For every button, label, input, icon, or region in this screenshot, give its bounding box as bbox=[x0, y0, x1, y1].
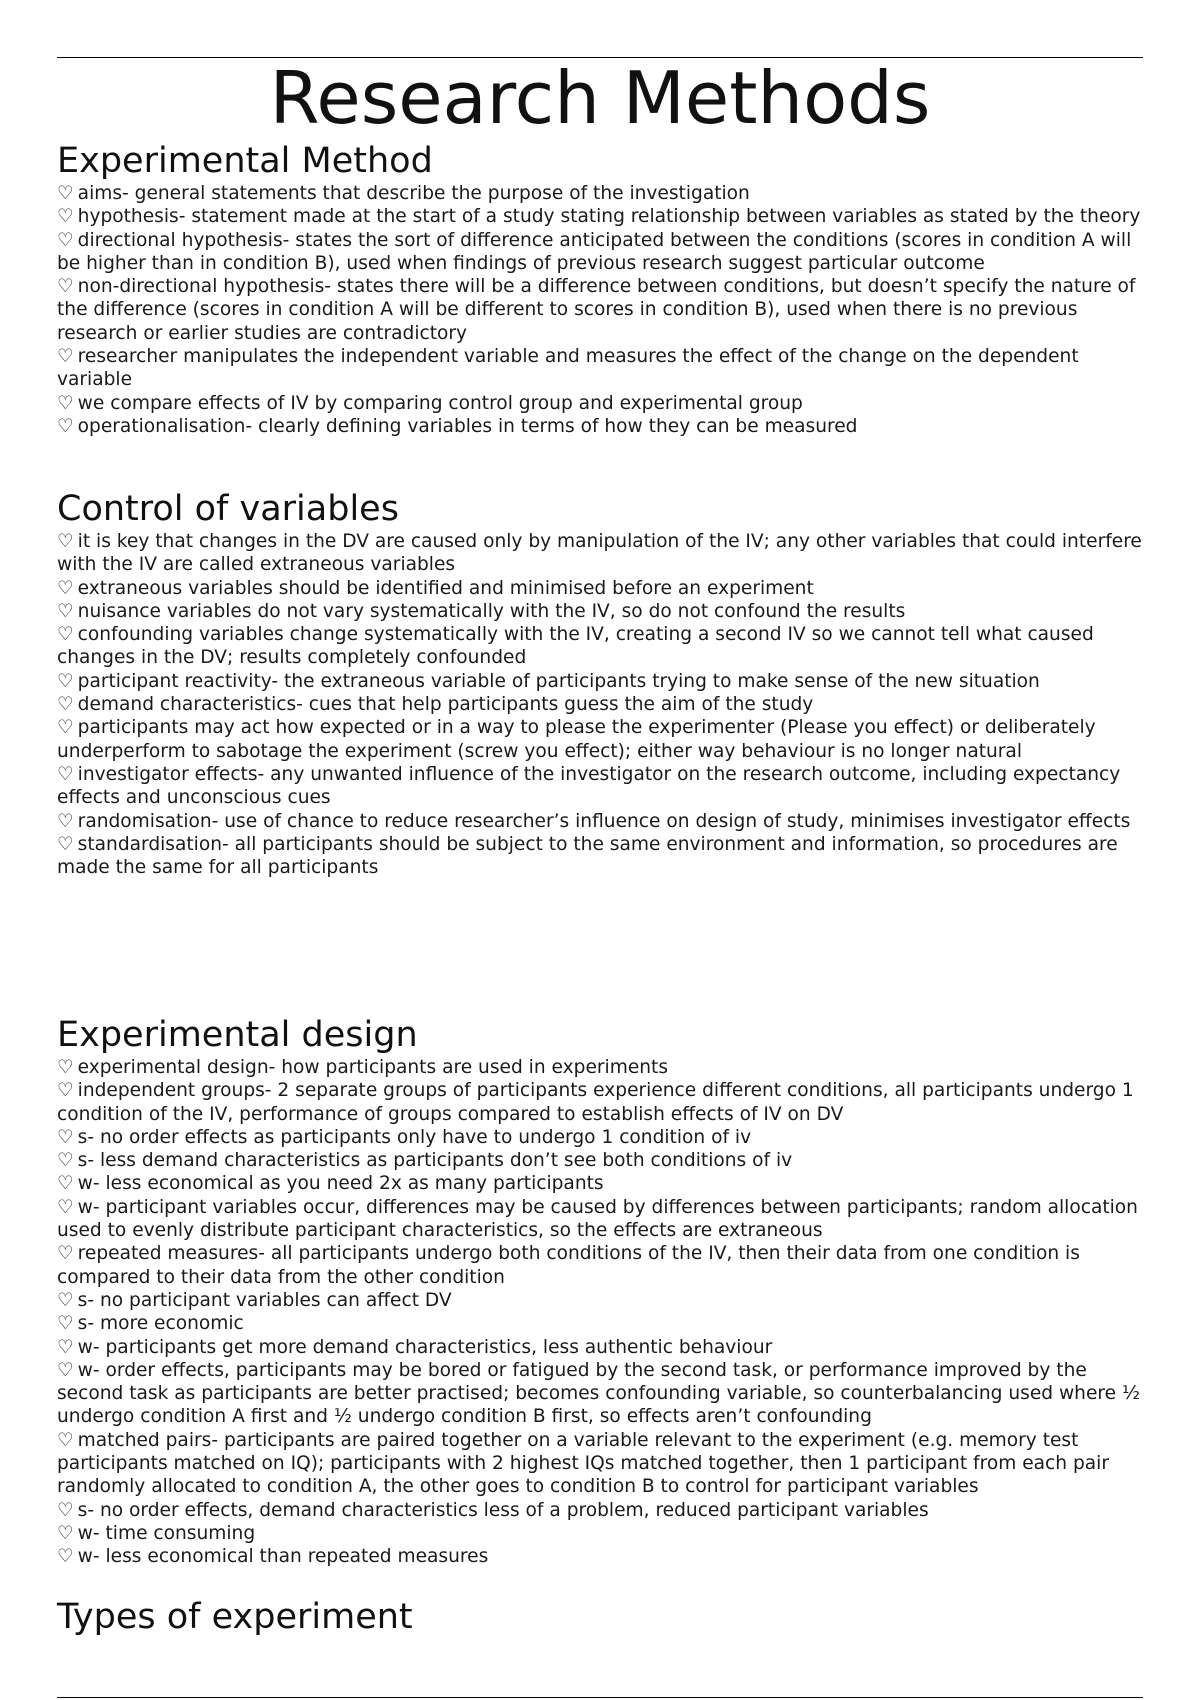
heart-outline-icon: ♡ bbox=[57, 1499, 74, 1521]
list-item bbox=[57, 1429, 1143, 1499]
list-item bbox=[57, 1079, 1143, 1126]
list-item-text: it is key that changes in the DV are caused only by manipulation of the IV; any other variables that could interfere with the IV are called extraneous variables bbox=[57, 531, 1142, 576]
list-item-text: s- no participant variables can affect DV bbox=[77, 1289, 452, 1311]
list-item bbox=[57, 205, 1143, 228]
list-item bbox=[57, 763, 1143, 810]
list-item-text: s- less demand characteristics as participants don’t see both conditions of iv bbox=[77, 1150, 793, 1172]
heart-outline-icon: ♡ bbox=[57, 1243, 74, 1265]
heart-outline-icon: ♡ bbox=[57, 183, 74, 204]
heart-outline-icon: ♡ bbox=[57, 810, 74, 832]
list-item bbox=[57, 1312, 1143, 1335]
bullet-list bbox=[57, 182, 1143, 438]
list-item-text: experimental design- how participants are used in experiments bbox=[77, 1057, 669, 1078]
document-title: Research Methods bbox=[269, 56, 931, 140]
list-item-text: standardisation- all participants should be subject to the same environment and information, so procedures are made the same for all participants bbox=[57, 833, 1118, 879]
list-item-text: researcher manipulates the independent variable and measures the effect of the change on the dependent variable bbox=[57, 346, 1079, 391]
list-item-text: s- no order effects as participants only have to undergo 1 condition of iv bbox=[77, 1126, 752, 1148]
list-item-text: investigator effects- any unwanted influence of the investigator on the research outcome, including expectancy effects and unconscious cues bbox=[57, 763, 1121, 809]
list-item bbox=[57, 600, 1143, 623]
section-heading: Experimental Method bbox=[57, 141, 433, 181]
list-item-text: w- less economical than repeated measures bbox=[77, 1546, 489, 1568]
list-item bbox=[57, 693, 1143, 716]
list-item bbox=[57, 1056, 1143, 1079]
list-item-text: confounding variables change systematically with the IV, creating a second IV so we cannot tell what caused changes in the DV; results completely confounded bbox=[57, 624, 1094, 669]
list-item bbox=[57, 1172, 1143, 1195]
section-experimental-design bbox=[57, 1014, 1143, 1569]
heart-outline-icon: ♡ bbox=[57, 1057, 74, 1078]
heart-outline-icon: ♡ bbox=[57, 1126, 74, 1148]
heart-outline-icon: ♡ bbox=[57, 763, 74, 785]
heart-outline-icon: ♡ bbox=[57, 577, 74, 599]
list-item-text: hypothesis- statement made at the start of a study stating relationship between variables as stated by the theory bbox=[77, 206, 1141, 228]
heart-outline-icon: ♡ bbox=[57, 1313, 74, 1335]
list-item-text: nuisance variables do not vary systematically with the IV, so do not confound the results bbox=[77, 600, 906, 622]
heart-outline-icon: ♡ bbox=[57, 670, 74, 692]
list-item-text: w- time consuming bbox=[77, 1522, 256, 1544]
bottom-rule bbox=[57, 1697, 1143, 1698]
list-item-text: w- less economical as you need 2x as many participants bbox=[77, 1173, 604, 1195]
heart-outline-icon: ♡ bbox=[57, 624, 74, 646]
list-item-text: s- more economic bbox=[77, 1313, 244, 1335]
list-item-text: participants may act how expected or in a way to please the experimenter (Please you effect) or deliberately underperform to sabotage the experiment (screw you effect); either way behaviour is no longer natural bbox=[57, 717, 1096, 762]
list-item-text: w- order effects, participants may be bored or fatigued by the second task, or performance improved by the second task as participants are better practised; becomes confounding variable, so counterbalancing used where ½ undergo condition A first and ½ undergo condition B first, so effects aren’t confounding bbox=[57, 1359, 1141, 1428]
heart-outline-icon: ♡ bbox=[57, 1289, 74, 1311]
heart-outline-icon: ♡ bbox=[57, 1196, 74, 1218]
list-item-text: operationalisation- clearly defining variables in terms of how they can be measured bbox=[77, 415, 858, 437]
list-item-text: s- no order effects, demand characteristics less of a problem, reduced participant variables bbox=[77, 1499, 929, 1521]
list-item bbox=[57, 1196, 1143, 1243]
list-item bbox=[57, 1289, 1143, 1312]
section-heading: Types of experiment bbox=[57, 1597, 413, 1637]
heart-outline-icon: ♡ bbox=[57, 717, 74, 739]
list-item bbox=[57, 1359, 1143, 1429]
bullet-list bbox=[57, 530, 1143, 879]
list-item bbox=[57, 345, 1143, 392]
list-item-text: w- participant variables occur, differences may be caused by differences between participants; random allocation used to evenly distribute participant characteristics, so the effects are extraneous bbox=[57, 1196, 1138, 1242]
list-item bbox=[57, 1126, 1143, 1149]
heart-outline-icon: ♡ bbox=[57, 276, 74, 298]
heart-outline-icon: ♡ bbox=[57, 1522, 74, 1544]
list-item-text: demand characteristics- cues that help participants guess the aim of the study bbox=[77, 694, 814, 716]
list-item bbox=[57, 229, 1143, 276]
heart-outline-icon: ♡ bbox=[57, 346, 74, 368]
list-item bbox=[57, 182, 1143, 205]
heart-outline-icon: ♡ bbox=[57, 1173, 74, 1195]
list-item-text: w- participants get more demand characteristics, less authentic behaviour bbox=[77, 1336, 773, 1358]
list-item bbox=[57, 1336, 1143, 1359]
section-heading: Control of variables bbox=[57, 489, 399, 529]
list-item-text: matched pairs- participants are paired together on a variable relevant to the experiment (e.g. memory test participants matched on IQ); participants with 2 highest IQs matched together, then 1 participant from each pair randomly allocated to condition A, the other goes to condition B to control for participant variables bbox=[57, 1429, 1109, 1498]
list-item bbox=[57, 670, 1143, 693]
list-item bbox=[57, 1522, 1143, 1545]
section-types-of-experiment bbox=[57, 1596, 1143, 1638]
heart-outline-icon: ♡ bbox=[57, 392, 74, 414]
list-item bbox=[57, 810, 1143, 833]
list-item bbox=[57, 415, 1143, 438]
section-control-of-variables bbox=[57, 488, 1143, 879]
heart-outline-icon: ♡ bbox=[57, 833, 74, 855]
heart-outline-icon: ♡ bbox=[57, 415, 74, 437]
heart-outline-icon: ♡ bbox=[57, 1429, 74, 1451]
list-item bbox=[57, 623, 1143, 670]
list-item bbox=[57, 1149, 1143, 1172]
list-item bbox=[57, 530, 1143, 577]
list-item-text: extraneous variables should be identified and minimised before an experiment bbox=[77, 577, 814, 599]
list-item-text: directional hypothesis- states the sort of difference anticipated between the conditions (scores in condition A will be higher than in condition B), used when findings of previous research suggest particular outcome bbox=[57, 229, 1132, 274]
list-item bbox=[57, 833, 1143, 880]
list-item-text: participant reactivity- the extraneous variable of participants trying to make sense of the new situation bbox=[77, 670, 1040, 692]
list-item-text: we compare effects of IV by comparing control group and experimental group bbox=[77, 392, 803, 414]
list-item bbox=[57, 1242, 1143, 1289]
list-item bbox=[57, 1499, 1143, 1522]
heart-outline-icon: ♡ bbox=[57, 1150, 74, 1172]
heart-outline-icon: ♡ bbox=[57, 600, 74, 622]
list-item bbox=[57, 577, 1143, 600]
heart-outline-icon: ♡ bbox=[57, 531, 74, 552]
bullet-list bbox=[57, 1056, 1143, 1569]
heart-outline-icon: ♡ bbox=[57, 1546, 74, 1568]
heart-outline-icon: ♡ bbox=[57, 1336, 74, 1358]
list-item-text: randomisation- use of chance to reduce researcher’s influence on design of study, minimises investigator effects bbox=[77, 810, 1131, 832]
document-page bbox=[57, 0, 1143, 1700]
list-item-text: aims- general statements that describe the purpose of the investigation bbox=[77, 183, 750, 204]
list-item bbox=[57, 392, 1143, 415]
list-item bbox=[57, 275, 1143, 345]
heart-outline-icon: ♡ bbox=[57, 1080, 74, 1102]
heart-outline-icon: ♡ bbox=[57, 1359, 74, 1381]
section-heading: Experimental design bbox=[57, 1015, 418, 1055]
heart-outline-icon: ♡ bbox=[57, 229, 74, 251]
heart-outline-icon: ♡ bbox=[57, 694, 74, 716]
heart-outline-icon: ♡ bbox=[57, 206, 74, 228]
list-item-text: independent groups- 2 separate groups of participants experience different conditions, all participants undergo 1 condition of the IV, performance of groups compared to establish effects of IV on DV bbox=[57, 1080, 1134, 1125]
list-item bbox=[57, 716, 1143, 763]
list-item bbox=[57, 1545, 1143, 1568]
list-item-text: non-directional hypothesis- states there will be a difference between conditions, but doesn’t specify the nature of the difference (scores in condition A will be different to scores in condition B), used when there is no previous research or earlier studies are contradictory bbox=[57, 276, 1136, 344]
list-item-text: repeated measures- all participants undergo both conditions of the IV, then their data from one condition is compared to their data from the other condition bbox=[57, 1243, 1080, 1288]
section-experimental-method bbox=[57, 140, 1143, 438]
